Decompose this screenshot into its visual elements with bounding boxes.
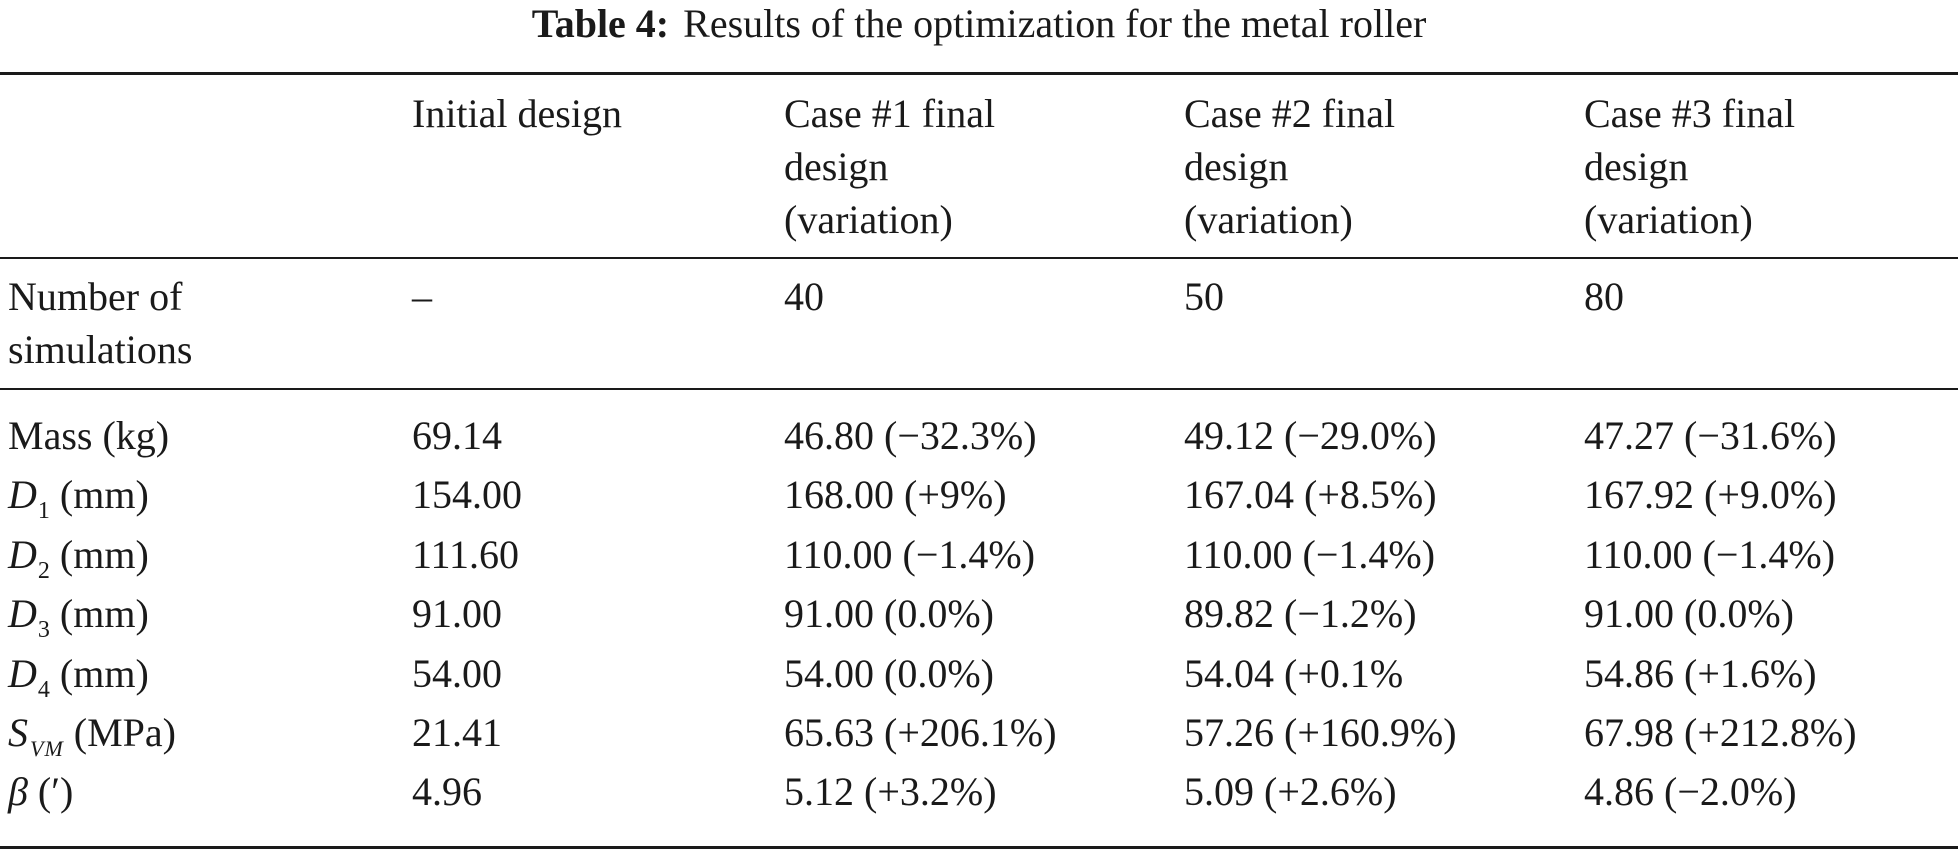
table-cell: 54.00 — [412, 650, 502, 696]
row-label — [8, 528, 149, 588]
table-cell: 167.04 (+8.5%) — [1184, 472, 1437, 518]
row-unit: (′) — [37, 769, 74, 815]
row-label-line: Number of — [8, 274, 183, 319]
table-cell: 50 — [1184, 274, 1224, 319]
row-label-simulations — [8, 270, 192, 376]
column-header-case3 — [1584, 87, 1795, 246]
table-cell: 21.41 — [412, 710, 502, 755]
row-unit: (mm) — [59, 650, 149, 696]
row-label — [8, 647, 149, 707]
table-cell: 110.00 (−1.4%) — [1184, 531, 1436, 577]
row-unit: (MPa) — [73, 710, 176, 755]
table-cell: 89.82 (−1.2%) — [1184, 591, 1417, 637]
table-cell: – — [412, 274, 432, 319]
table-cell: 47.27 (−31.6%) — [1584, 413, 1837, 458]
row-label-line: simulations — [8, 327, 193, 372]
column-header-line: (variation) — [1584, 197, 1753, 242]
row-label — [8, 765, 73, 818]
table-cell: 80 — [1584, 274, 1624, 319]
column-header-line: design — [1184, 144, 1289, 189]
table-caption — [0, 0, 1958, 48]
column-header-line: design — [784, 144, 889, 189]
table-cell: 54.04 (+0.1% — [1184, 650, 1404, 696]
row-label — [8, 587, 149, 647]
row-subscript: 2 — [37, 557, 50, 584]
column-header-initial — [412, 87, 622, 140]
table-cell: 49.12 (−29.0%) — [1184, 413, 1437, 458]
table-cell: 110.00 (−1.4%) — [1584, 531, 1836, 577]
row-unit: (mm) — [59, 591, 149, 637]
table-cell: 4.96 — [412, 769, 482, 815]
row-symbol: D — [8, 472, 37, 518]
column-header-case2 — [1184, 87, 1395, 246]
row-label — [8, 468, 149, 528]
row-unit: (mm) — [59, 472, 149, 518]
table-cell: 110.00 (−1.4%) — [784, 531, 1036, 577]
table-cell: 168.00 (+9%) — [784, 472, 1007, 518]
row-subscript: 3 — [37, 617, 50, 644]
column-header-line: Case #3 final — [1584, 91, 1796, 136]
row-symbol: β — [8, 769, 28, 815]
table-cell: 91.00 (0.0%) — [1584, 591, 1794, 637]
table-cell: 67.98 (+212.8%) — [1584, 710, 1857, 755]
column-header-line: (variation) — [784, 197, 953, 242]
table-cell: 5.12 (+3.2%) — [784, 769, 997, 815]
column-header-line: Case #1 final — [784, 91, 996, 136]
row-label — [8, 409, 169, 462]
row-subscript: 4 — [37, 676, 50, 703]
header-rule — [0, 257, 1958, 259]
column-header-line: Initial design — [412, 91, 622, 136]
table-cell: 91.00 — [412, 591, 502, 637]
column-header-line: Case #2 final — [1184, 91, 1396, 136]
column-header-line: design — [1584, 144, 1689, 189]
table-cell: 57.26 (+160.9%) — [1184, 710, 1457, 755]
row-unit: Mass (kg) — [8, 413, 170, 458]
table-cell: 54.00 (0.0%) — [784, 650, 994, 696]
column-header-line: (variation) — [1184, 197, 1353, 242]
table-cell: 65.63 (+206.1%) — [784, 710, 1057, 755]
table-cell: 46.80 (−32.3%) — [784, 413, 1037, 458]
row-symbol: D — [8, 650, 37, 696]
row-symbol: D — [8, 591, 37, 637]
bottom-rule — [0, 846, 1958, 849]
row-unit: (mm) — [59, 531, 149, 577]
table-cell: 54.86 (+1.6%) — [1584, 650, 1817, 696]
caption-label: Table 4: — [531, 1, 670, 46]
caption-title: Results of the optimization for the metal roller — [683, 1, 1427, 46]
row-label — [8, 706, 176, 765]
table-cell: 69.14 — [412, 413, 502, 458]
row-symbol: S — [8, 710, 28, 755]
column-header-case1 — [784, 87, 995, 246]
row-symbol: D — [8, 531, 37, 577]
row-subscript: 1 — [37, 498, 50, 525]
table-cell: 167.92 (+9.0%) — [1584, 472, 1837, 518]
table-cell: 154.00 — [412, 472, 522, 518]
top-rule — [0, 72, 1958, 75]
table-cell: 40 — [784, 274, 824, 319]
table-cell: 91.00 (0.0%) — [784, 591, 994, 637]
table-cell: 111.60 — [412, 531, 520, 577]
row-subscript: VM — [30, 736, 64, 761]
table-cell: 4.86 (−2.0%) — [1584, 769, 1797, 815]
mid-rule — [0, 388, 1958, 390]
table-cell: 5.09 (+2.6%) — [1184, 769, 1397, 815]
